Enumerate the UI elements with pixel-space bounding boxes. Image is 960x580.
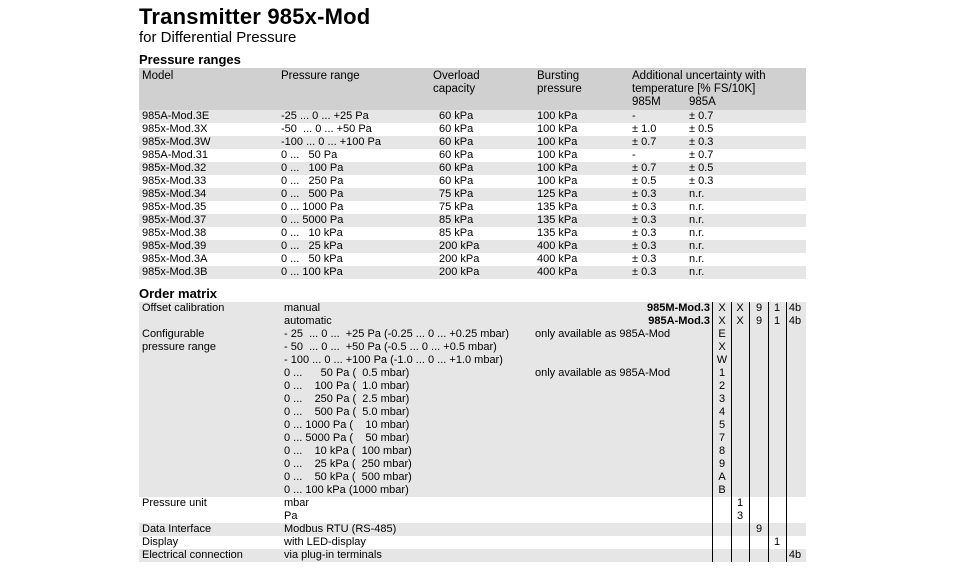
matrix-code-cell: 4b [788, 302, 802, 314]
matrix-code-cell: X [718, 302, 726, 314]
cell-overload: 60 kPa [439, 123, 474, 135]
matrix-label: Electrical connection [142, 549, 243, 561]
cell-985a: n.r. [689, 214, 705, 226]
cell-burst: 400 kPa [537, 266, 578, 278]
col-model: Model [142, 70, 174, 82]
cell-burst: 100 kPa [537, 175, 578, 187]
cell-985m: ± 0.7 [632, 136, 657, 148]
cell-model: 985A-Mod.3E [142, 110, 210, 122]
cell-range: 0 ... 10 kPa [281, 227, 343, 239]
table-row [139, 188, 806, 201]
cell-985m: ± 0.3 [632, 201, 657, 213]
matrix-code-cell: 1 [718, 367, 726, 379]
matrix-row [139, 354, 806, 367]
cell-model: 985x-Mod.3X [142, 123, 208, 135]
cell-overload: 85 kPa [439, 214, 474, 226]
matrix-note: only available as 985A-Mod [535, 367, 671, 379]
cell-985m: ± 0.5 [632, 175, 657, 187]
matrix-row [139, 549, 806, 562]
matrix-row [139, 419, 806, 432]
matrix-option: 0 ... 10 kPa ( 100 mbar) [284, 445, 412, 457]
table-row [139, 110, 806, 123]
cell-overload: 200 kPa [439, 240, 480, 252]
matrix-body [139, 302, 806, 562]
matrix-label: Offset calibration [142, 302, 225, 314]
matrix-option: - 100 ... 0 ... +100 Pa (-1.0 ... 0 ... +1.0 mbar) [284, 354, 503, 366]
col-overload-2: capacity [433, 83, 476, 95]
cell-range: 0 ... 1000 Pa [281, 201, 344, 213]
cell-overload: 60 kPa [439, 175, 474, 187]
cell-model: 985x-Mod.3W [142, 136, 211, 148]
matrix-code-cell: 1 [773, 315, 781, 327]
matrix-code-cell: W [716, 354, 728, 366]
order-code: 985M-Mod.3 [647, 302, 710, 314]
cell-range: -50 ... 0 ... +50 Pa [281, 123, 372, 135]
matrix-code-cell: 9 [755, 523, 763, 535]
matrix-code-cell: E [718, 328, 726, 340]
col-range: Pressure range [281, 70, 360, 82]
table-body [139, 110, 806, 279]
cell-burst: 135 kPa [537, 214, 578, 226]
matrix-row [139, 445, 806, 458]
matrix-option: - 25 ... 0 ... +25 Pa (-0.25 ... 0 ... +0.25 mbar) [284, 328, 510, 340]
table-header [139, 68, 806, 110]
order-matrix-table [139, 302, 806, 562]
matrix-divider-2 [749, 302, 750, 562]
matrix-row [139, 432, 806, 445]
cell-985m: ± 0.3 [632, 253, 657, 265]
cell-burst: 100 kPa [537, 162, 578, 174]
cell-985a: n.r. [689, 240, 705, 252]
cell-range: 0 ... 50 kPa [281, 253, 343, 265]
matrix-option: 0 ... 25 kPa ( 250 mbar) [284, 458, 412, 470]
matrix-code-cell: 4 [718, 406, 726, 418]
matrix-option: 0 ... 5000 Pa ( 50 mbar) [284, 432, 410, 444]
col-bursting-1: Bursting [537, 70, 580, 82]
matrix-label: pressure range [142, 341, 216, 353]
cell-model: 985x-Mod.3B [142, 266, 208, 278]
matrix-row [139, 341, 806, 354]
page-title: Transmitter 985x-Mod [139, 4, 371, 29]
cell-burst: 125 kPa [537, 188, 578, 200]
table-row [139, 162, 806, 175]
cell-985a: ± 0.5 [689, 162, 714, 174]
matrix-code-cell: A [718, 471, 726, 483]
col-uncert-2: temperature [% FS/10K] [632, 83, 756, 95]
matrix-row [139, 393, 806, 406]
col-985m: 985M [632, 96, 661, 108]
matrix-row [139, 510, 806, 523]
matrix-option: automatic [284, 315, 332, 327]
pressure-ranges-table [139, 68, 806, 279]
table-row [139, 123, 806, 136]
matrix-code-cell: 9 [718, 458, 726, 470]
cell-985a: n.r. [689, 201, 705, 213]
cell-range: 0 ... 5000 Pa [281, 214, 344, 226]
matrix-row [139, 471, 806, 484]
matrix-option: Pa [284, 510, 298, 522]
matrix-row [139, 315, 806, 328]
cell-range: 0 ... 25 kPa [281, 240, 343, 252]
matrix-row [139, 497, 806, 510]
cell-burst: 135 kPa [537, 201, 578, 213]
table-row [139, 201, 806, 214]
matrix-row [139, 523, 806, 536]
cell-overload: 200 kPa [439, 266, 480, 278]
cell-985m: ± 0.3 [632, 240, 657, 252]
matrix-code-cell: 4b [788, 315, 802, 327]
cell-range: -100 ... 0 ... +100 Pa [281, 136, 381, 148]
matrix-row [139, 406, 806, 419]
cell-range: 0 ... 100 Pa [281, 162, 344, 174]
matrix-row [139, 367, 806, 380]
cell-985m: ± 1.0 [632, 123, 657, 135]
cell-985m: ± 0.3 [632, 227, 657, 239]
table-row [139, 240, 806, 253]
matrix-code-cell: 9 [755, 315, 763, 327]
cell-model: 985A-Mod.31 [142, 149, 209, 161]
matrix-label: Pressure unit [142, 497, 207, 509]
matrix-row [139, 302, 806, 315]
matrix-code-cell: 1 [773, 536, 781, 548]
matrix-code-cell: X [718, 315, 726, 327]
matrix-option: 0 ... 500 Pa ( 5.0 mbar) [284, 406, 410, 418]
cell-model: 985x-Mod.35 [142, 201, 207, 213]
cell-range: -25 ... 0 ... +25 Pa [281, 110, 369, 122]
matrix-code-cell: X [736, 315, 744, 327]
cell-985a: n.r. [689, 227, 705, 239]
table-row [139, 136, 806, 149]
matrix-code-cell: 3 [736, 510, 744, 522]
cell-985a: ± 0.7 [689, 149, 714, 161]
cell-burst: 135 kPa [537, 227, 578, 239]
cell-range: 0 ... 250 Pa [281, 175, 344, 187]
matrix-option: mbar [284, 497, 310, 509]
cell-overload: 60 kPa [439, 162, 474, 174]
ranges-heading: Pressure ranges [139, 52, 241, 67]
matrix-option: 0 ... 50 kPa ( 500 mbar) [284, 471, 412, 483]
cell-model: 985x-Mod.33 [142, 175, 207, 187]
matrix-code-cell: 2 [718, 380, 726, 392]
cell-985m: ± 0.3 [632, 188, 657, 200]
matrix-row [139, 536, 806, 549]
cell-985a: ± 0.7 [689, 110, 714, 122]
cell-burst: 400 kPa [537, 240, 578, 252]
cell-985m: ± 0.7 [632, 162, 657, 174]
cell-985a: n.r. [689, 266, 705, 278]
matrix-code-cell: 1 [736, 497, 744, 509]
matrix-label: Display [142, 536, 179, 548]
matrix-divider-1 [731, 302, 732, 562]
matrix-code-cell: 4b [788, 549, 802, 561]
cell-burst: 400 kPa [537, 253, 578, 265]
cell-985a: ± 0.3 [689, 175, 714, 187]
cell-burst: 100 kPa [537, 110, 578, 122]
matrix-option: Modbus RTU (RS-485) [284, 523, 397, 535]
matrix-option: 0 ... 50 Pa ( 0.5 mbar) [284, 367, 410, 379]
cell-985a: n.r. [689, 188, 705, 200]
cell-985m: ± 0.3 [632, 214, 657, 226]
matrix-option: 0 ... 1000 Pa ( 10 mbar) [284, 419, 410, 431]
cell-985m: ± 0.3 [632, 266, 657, 278]
matrix-option: 0 ... 100 Pa ( 1.0 mbar) [284, 380, 410, 392]
matrix-option: 0 ... 100 kPa (1000 mbar) [284, 484, 409, 496]
matrix-row [139, 484, 806, 497]
cell-overload: 60 kPa [439, 149, 474, 161]
cell-burst: 100 kPa [537, 149, 578, 161]
cell-burst: 100 kPa [537, 123, 578, 135]
matrix-code-cell: 8 [718, 445, 726, 457]
matrix-code-cell: 9 [755, 302, 763, 314]
matrix-option: 0 ... 250 Pa ( 2.5 mbar) [284, 393, 410, 405]
matrix-code-cell: X [736, 302, 744, 314]
table-row [139, 175, 806, 188]
col-985a: 985A [689, 96, 716, 108]
cell-985a: ± 0.5 [689, 123, 714, 135]
cell-overload: 75 kPa [439, 201, 474, 213]
table-row [139, 253, 806, 266]
matrix-row [139, 380, 806, 393]
matrix-row [139, 458, 806, 471]
matrix-code-cell: 7 [718, 432, 726, 444]
page-subtitle: for Differential Pressure [139, 29, 297, 46]
cell-burst: 100 kPa [537, 136, 578, 148]
cell-985m: - [632, 110, 636, 122]
cell-985a: n.r. [689, 253, 705, 265]
cell-overload: 75 kPa [439, 188, 474, 200]
matrix-note: only available as 985A-Mod [535, 328, 671, 340]
matrix-option: with LED-display [284, 536, 366, 548]
cell-overload: 60 kPa [439, 136, 474, 148]
matrix-divider-3 [768, 302, 769, 562]
col-overload-1: Overload [433, 70, 480, 82]
cell-985a: ± 0.3 [689, 136, 714, 148]
cell-model: 985x-Mod.38 [142, 227, 207, 239]
matrix-option: manual [284, 302, 321, 314]
order-matrix-heading: Order matrix [139, 286, 218, 301]
cell-model: 985x-Mod.39 [142, 240, 207, 252]
table-row [139, 214, 806, 227]
table-row [139, 227, 806, 240]
matrix-code-cell: X [718, 341, 726, 353]
cell-985m: - [632, 149, 636, 161]
cell-range: 0 ... 100 kPa [281, 266, 343, 278]
cell-overload: 85 kPa [439, 227, 474, 239]
order-code: 985A-Mod.3 [648, 315, 710, 327]
cell-model: 985x-Mod.32 [142, 162, 207, 174]
cell-range: 0 ... 500 Pa [281, 188, 344, 200]
matrix-code-cell: 5 [718, 419, 726, 431]
matrix-code-cell: 1 [773, 302, 781, 314]
matrix-code-cell: B [718, 484, 726, 496]
matrix-divider-4 [786, 302, 787, 562]
matrix-code-cell: 3 [718, 393, 726, 405]
cell-model: 985x-Mod.34 [142, 188, 207, 200]
cell-range: 0 ... 50 Pa [281, 149, 338, 161]
cell-overload: 200 kPa [439, 253, 480, 265]
table-row [139, 149, 806, 162]
matrix-row [139, 328, 806, 341]
matrix-option: via plug-in terminals [284, 549, 382, 561]
matrix-label: Data Interface [142, 523, 212, 535]
cell-model: 985x-Mod.37 [142, 214, 207, 226]
cell-model: 985x-Mod.3A [142, 253, 208, 265]
col-uncert-1: Additional uncertainty with [632, 70, 766, 82]
matrix-divider-0 [712, 302, 713, 562]
col-bursting-2: pressure [537, 83, 582, 95]
matrix-option: - 50 ... 0 ... +50 Pa (-0.5 ... 0 ... +0.5 mbar) [284, 341, 497, 353]
matrix-label: Configurable [142, 328, 205, 340]
cell-overload: 60 kPa [439, 110, 474, 122]
table-row [139, 266, 806, 279]
